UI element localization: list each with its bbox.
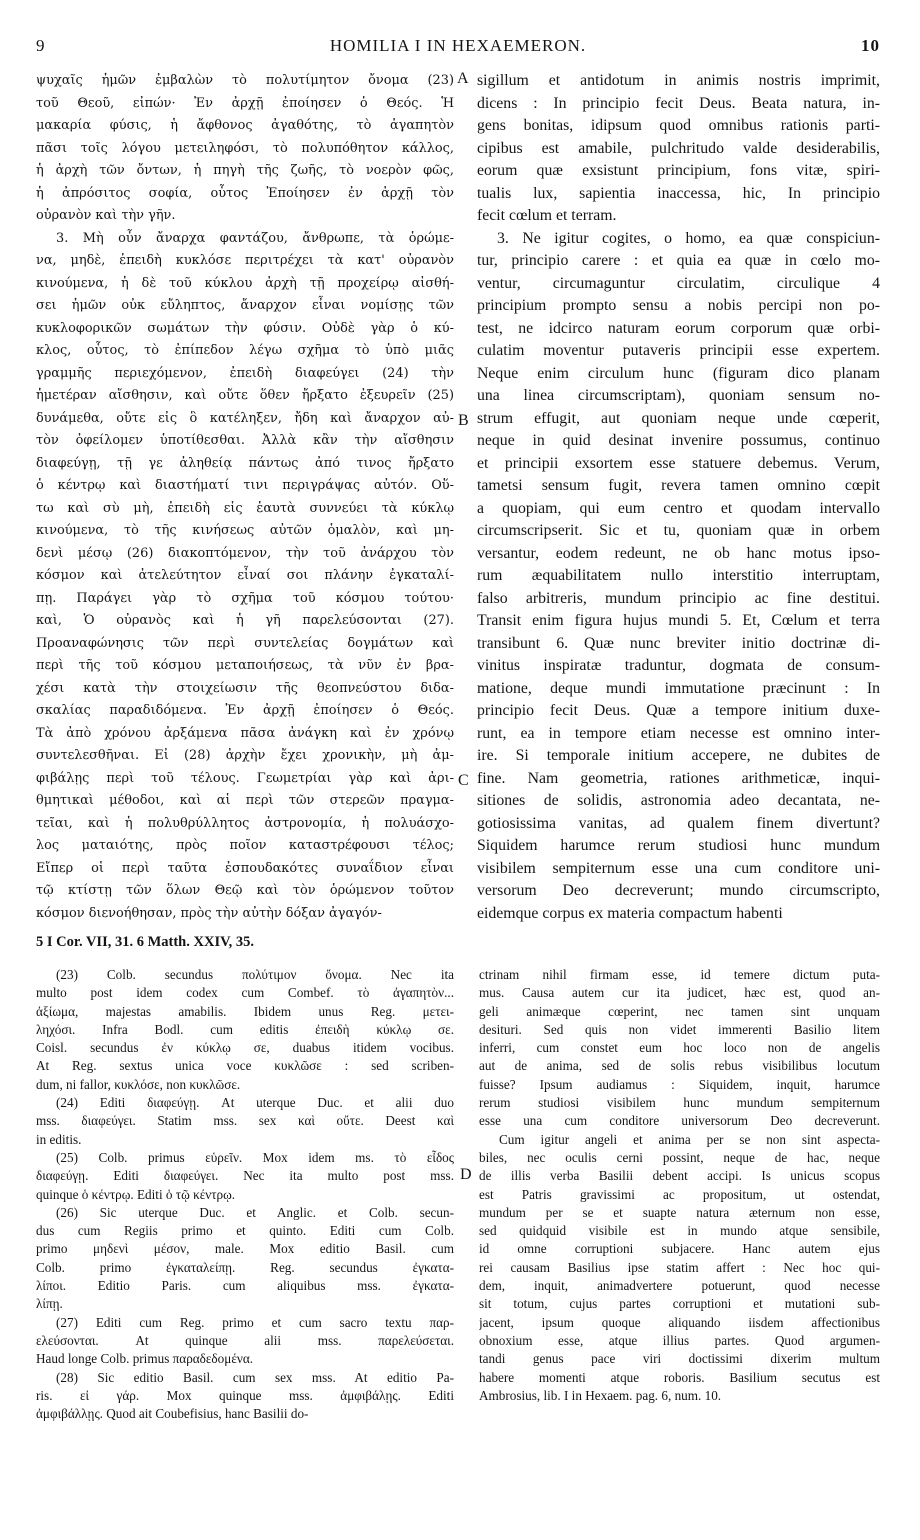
latin-text-line: test, ne idcirco naturam eorum corporum quæ orbi- xyxy=(477,319,880,337)
latin-text-line: fecit cœlum et terram. xyxy=(477,207,617,224)
latin-text-line: gens bonitas, idipsum quod omnibus rationis parti- xyxy=(477,117,880,134)
footnote-line: primo μηδενὶ μέσον, male. Mox editio Basil. cum xyxy=(36,1241,454,1257)
scripture-references: 5 I Cor. VII, 31. 6 Matth. XXIV, 35. xyxy=(36,934,255,950)
footnote-line: fuisse? Ipsum audiamus : Siquidem, inquit, harumce xyxy=(479,1076,880,1092)
latin-text-line: runt, ea in tempore etiam necesse est omnino inter- xyxy=(477,724,880,742)
latin-text-line: circumscripserit. Sic et tu, quoniam quæ in orbem xyxy=(477,522,880,539)
latin-text-line: sigillum et antidotum in animis nostris imprimit, xyxy=(477,72,880,89)
greek-text-line: κινούμενα, ἡ δὲ τοῦ κύκλου ἀρχὴ τῇ προχείρῳ αἰσθή- xyxy=(36,275,454,291)
footnote-line: mus. Causa autem cur ita judicet, hæc est, quod an- xyxy=(479,985,880,1001)
latin-text-line: 3. Ne igitur cogites, o homo, ea quæ conspiciun- xyxy=(497,229,880,247)
footnote-line: διαφεύγῃ. Editi διαφεύγει. Nec ita multo post mss. xyxy=(36,1168,454,1184)
latin-text-line: rum æquabilitatem nullo interstitio interruptam, xyxy=(477,567,880,584)
greek-text-line: δυνάμεθα, οὔτε εἰς ὃ κατέληξεν, ἤδη καὶ ἄναρχον αὐ- xyxy=(36,410,454,426)
footnote-line: tandi genus pace viri doctissimi dixerim multum xyxy=(479,1351,880,1367)
footnote-line: aut de anima, sed de solis rebus visibilibus locutum xyxy=(479,1058,880,1074)
latin-text-line: eorum quæ exsistunt principium, fons vitæ, spiri- xyxy=(477,162,880,179)
greek-text-line: λος ματαιότης, πρὸς ποῖον καταστρέφουσι τέλος; xyxy=(36,838,454,853)
section-marker-c: C xyxy=(458,772,469,789)
footnote-line: habere momenti atque roboris. Basilium secutus est xyxy=(479,1369,880,1385)
greek-text-line: τω καὶ σὺ μὴ, ἐπειδὴ εἰς ἑαυτὰ συννεύει τὰ κύκλῳ xyxy=(36,500,454,516)
footnote-line: geli animæque cœperint, nec tamen sint unquam xyxy=(479,1003,880,1019)
latin-text-line: cipibus est amabile, pulchritudo valde desiderabilis, xyxy=(477,139,880,157)
greek-text-line: φιβάλῃς περὶ τοῦ τέλους. Γεωμετρίαι γὰρ καὶ ἀρι- xyxy=(36,770,454,786)
greek-text-line: πῃ. Παράγει γὰρ τὸ σχῆμα τοῦ κόσμου τούτου· xyxy=(36,590,454,606)
latin-text-line: una linea circumscriptam), quoniam sensum no- xyxy=(477,387,880,404)
footnote-line: ctrinam nihil firmam esse, id temere dictum puta- xyxy=(479,967,880,982)
footnote-line: mss. διαφεύγει. Statim mss. sex καὶ οὔτε. Deest καὶ xyxy=(36,1113,454,1129)
footnote-line: Haud longe Colb. primus παραδεδομένα. xyxy=(36,1351,254,1367)
greek-text-line: μακαρία φύσις, ἡ ἄφθονος ἀγαθότης, τὸ ἀγαπητὸν xyxy=(36,118,454,133)
latin-text-line: falso arbitreris, mundum principio ac fine destitui. xyxy=(477,589,880,607)
footnote-line: inferri, cum constet eum hoc loco non de angelis xyxy=(479,1040,880,1056)
footnote-line: ris. εἰ γάρ. Mox quinque mss. ἀμφιβάλῃς. Editi xyxy=(36,1387,454,1403)
footnote-line: λίπῃ. xyxy=(36,1296,63,1312)
latin-text-line: fine. Nam geometria, rationes arithmeticæ, inqui- xyxy=(477,769,880,787)
latin-text-line: dicens : In principio fecit Deus. Beata natura, in- xyxy=(477,94,880,112)
footnote-line: biles, nec oculis cerni possint, neque de hac, neque xyxy=(479,1149,880,1165)
greek-text-line: κυκλοφορικῶν σωμάτων τὴν φύσιν. Οὐδὲ γὰρ ὁ κύ- xyxy=(36,320,454,336)
footnote-line: Ambrosius, lib. I in Hexaem. pag. 6, num. 10. xyxy=(479,1387,722,1403)
greek-text-line: τεῖαι, καὶ ἡ πολυθρύλλητος ἀστρονομία, ἡ πολυάσχο- xyxy=(36,815,454,831)
running-title: HOMILIA I IN HEXAEMERON. xyxy=(329,36,587,55)
footnote-line: Cum igitur angeli et anima per se non sint aspecta- xyxy=(499,1131,880,1147)
footnote-line: ἀμφιβάλλῃς. Quod ait Coubefisius, hanc Basilii do- xyxy=(36,1406,309,1422)
footnote-line: (28) Sic editio Basil. cum sex mss. At editio Pa- xyxy=(56,1369,454,1385)
footnote-line: sed quidquid visibile est in mundo atque sensibile, xyxy=(479,1223,880,1239)
latin-text-line: a quopiam, qui eum centro et quodam intervallo xyxy=(477,499,880,517)
latin-text-line: tametsi sensum fugit, revera tamen omnino cœpit xyxy=(477,477,880,494)
footnote-line: dem, inquit, animadvertere potuerunt, quod necesse xyxy=(479,1278,880,1294)
latin-text-line: Siquidem harumce rerum studiosi hunc mundum xyxy=(477,837,880,854)
latin-text-line: ire. Si temporale initium accepere, ne dubites de xyxy=(477,747,880,764)
greek-text-line: συντελεσθῆναι. Εἰ (28) ἀρχὴν ἔχει χρονικὴν, μὴ ἀμ- xyxy=(36,748,454,763)
footnote-line: Coisl. secundus ἐν κύκλῳ σε, duabus itidem vocibus. xyxy=(36,1040,454,1056)
footnote-line: in editis. xyxy=(36,1131,82,1147)
greek-text-line: πᾶσι τοῖς λόγου μετειληφόσι, τὸ πολυπόθητον κάλλος, xyxy=(36,140,454,156)
latin-text-line: transibunt 6. Quæ nunc breviter initio doctrinæ di- xyxy=(477,634,880,652)
greek-text-line: οὐρανὸν καὶ τὴν γῆν. xyxy=(36,208,176,223)
greek-text-line: κλος, οὗτος, τὸ ἐπίπεδον λέγω σχῆμα τὸ ὑπὸ μιᾶς xyxy=(36,343,454,358)
latin-text-line: ventur, circumaguntur circulatim, circulique 4 xyxy=(477,274,880,292)
footnote-line: desituri. Sed quis non videt immerenti Basilio litem xyxy=(479,1021,880,1037)
latin-text-line: tualis lux, sapientia inaccessa, hic, In principio xyxy=(477,184,880,202)
latin-text-line: versantur, eodem redeunt, ne ob hanc motus ipso- xyxy=(477,544,880,562)
footnote-line: ἀξίωμα, majestas amabilis. Ibidem unus Reg. μετει- xyxy=(36,1003,454,1019)
greek-text-line: 3. Μὴ οὖν ἄναρχα φαντάζου, ἄνθρωπε, τὰ ὁρώμε- xyxy=(56,230,454,246)
footnote-line: mundum per se et suapte natura æternum non esse, xyxy=(479,1204,880,1220)
latin-text-line: Neque enim circulum hunc (figuram dico planam xyxy=(477,364,880,382)
greek-text-line: γραμμῆς περιεχόμενον, ἐπειδὴ διαφεύγει (24) τὴν xyxy=(36,365,454,381)
footnote-line: rei causam Basilius ipse statim affert : Nec hoc qui- xyxy=(479,1259,880,1275)
latin-text-line: eidemque corpus ex materia compactum habenti xyxy=(477,904,783,922)
greek-text-line: ἡ ἀπρόσιτος σοφία, οὗτος Ἐποίησεν ἐν ἀρχῇ τὸν xyxy=(36,185,454,201)
greek-text-line: ψυχαῖς ἡμῶν ἐμβαλὼν τὸ πολυτίμητον ὄνομα (23) xyxy=(36,73,454,88)
greek-text-line: Τὰ ἀπὸ χρόνου ἀρξάμενα πᾶσα ἀνάγκη καὶ ἐν χρόνῳ xyxy=(36,725,454,741)
greek-text-line: διαφεύγῃ, τῇ γε ἀληθείᾳ πάντως ἀπό τινος ἤρξατο xyxy=(36,455,454,471)
greek-text-line: περὶ τῆς τοῦ κόσμου μεταποιήσεως, τὰ νῦν ἐν βρα- xyxy=(36,658,454,673)
greek-text-line: σει ἡμῶν οὐκ εὔληπτος, ἄναρχον εἶναι νομίσῃς τῶν xyxy=(36,298,454,313)
greek-text-line: Προαναφώνησις τῶν περὶ συντελείας δογμάτων καὶ xyxy=(36,635,454,651)
greek-text-line: χέσι κατὰ τὴν στοιχείωσιν τῆς θεοπνεύστου διδα- xyxy=(36,680,454,696)
footnote-line: jacent, ipsum quoque aliquando iisdem affectionibus xyxy=(479,1314,880,1330)
footnote-line: (26) Sic uterque Duc. et Anglic. et Colb. secun- xyxy=(56,1204,454,1220)
latin-text-line: visibilem sempiternum esse una cum conditore uni- xyxy=(477,859,880,877)
footnote-line: (23) Colb. secundus πολύτιμον ὄνομα. Nec ita xyxy=(56,967,454,982)
footnote-line: ελεύσονται. At quinque alii mss. παρελεύσεται. xyxy=(36,1332,454,1348)
footnote-line: multo post idem codex cum Combef. τὸ ἀγαπητὸν... xyxy=(36,985,454,1001)
footnote-line: (27) Editi cum Reg. primo et cum sacro textu παρ- xyxy=(56,1314,454,1330)
latin-text-line: principio fecit Deus. Quæ a tempore initium duxe- xyxy=(477,702,880,719)
greek-text-line: τὸν ὀφείλομεν ὑποτίθεσθαι. Ἀλλὰ κἂν τὴν αἴσθησιν xyxy=(36,433,454,448)
greek-text-line: κόσμον καὶ ἀτελεύτητον εἶναί σοι πλάνην ἐγκαταλί- xyxy=(36,568,454,583)
latin-text-line: et principii exsortem esse statuere debemus. Verum, xyxy=(477,454,880,472)
latin-text-line: versorum Deo decreverunt; mundo circumscripto, xyxy=(477,882,880,899)
greek-text-line: σκαλίας παραδιδόμενα. Ἐν ἀρχῇ ἐποίησεν ὁ Θεός. xyxy=(36,703,454,718)
latin-text-line: neque in quid desinat invenire possumus, continuo xyxy=(477,432,880,449)
greek-text-line: κόσμον διενοήθησαν, πρὸς τὴν αὐτὴν δόξαν ἀγαγόν- xyxy=(36,905,382,921)
latin-text-line: matione, deque mundi immutatione præcinunt : In xyxy=(477,679,880,697)
greek-text-line: καὶ, Ὁ οὐρανὸς καὶ ἡ γῆ παρελεύσονται (27). xyxy=(36,613,454,628)
greek-text-line: δενὶ μέσῳ (26) διακοπτόμενον, τὴν τοῦ ἀνάρχου τὸν xyxy=(36,545,454,561)
latin-text-line: gotiosissima vanitas, ad qualem finem divertunt? xyxy=(477,814,880,832)
footnote-line: quinque ὁ κέντρῳ. Editi ὁ τῷ κέντρῳ. xyxy=(36,1186,236,1202)
greek-text-line: θμητικαὶ μέθοδοι, καὶ αἱ περὶ τῶν στερεῶν πραγμα- xyxy=(36,793,454,808)
page-number-right: 10 xyxy=(861,36,880,55)
latin-text-line: sitiones de solidis, astronomia adeo decantata, ne- xyxy=(477,792,880,809)
running-header xyxy=(36,36,880,58)
footnote-line: λίποι. Editio Paris. cum aliquibus mss. ἐγκατα- xyxy=(36,1278,454,1294)
page-number-left: 9 xyxy=(36,36,46,55)
greek-text-line: ἡ ἀρχὴ τῶν ὄντων, ἡ πηγὴ τῆς ζωῆς, τὸ νοερὸν φῶς, xyxy=(36,163,454,178)
latin-text-line: tur, principio carere : et quia ea quæ in cœlo mo- xyxy=(477,252,880,269)
footnote-line: ληχόσι. Infra Bodl. cum editis ἐπειδὴ κύκλῳ σε. xyxy=(36,1021,454,1037)
footnote-line: de illis verba Basilii debent accipi. Is unicus scopus xyxy=(479,1168,880,1184)
latin-text-line: culatim moventur putaveris principii esse expertem. xyxy=(477,342,880,359)
latin-text-column xyxy=(477,70,880,925)
footnote-line: At Reg. sextus unica voce κυκλῶσε : sed scriben- xyxy=(36,1058,454,1074)
greek-text-line: τοῦ Θεοῦ, εἰπών· Ἐν ἀρχῇ ἐποίησεν ὁ Θεός. Ἡ xyxy=(36,95,454,111)
latin-text-line: strum effugit, aut quoniam neque unde cœperit, xyxy=(477,409,880,427)
footnote-line: sit totum, cujus partes corruptioni et mutationi sub- xyxy=(479,1296,880,1312)
greek-text-line: τῷ κτίστῃ τῶν ὅλων Θεῷ καὶ τὸν ὁρώμενον τοῦτον xyxy=(36,883,454,898)
greek-text-line: κινούμενα, τὸ τῆς κινήσεως αὐτῶν ὁμαλὸν, καὶ μη- xyxy=(36,523,454,538)
section-marker-d: D xyxy=(460,1166,472,1183)
footnote-line: id omne corruptioni subjacere. Hanc autem ejus xyxy=(479,1241,880,1257)
footnote-line: dus cum Regiis primo et quinto. Editi cum Colb. xyxy=(36,1223,454,1239)
footnote-line: dum, ni fallor, κυκλόσε, non κυκλῶσε. xyxy=(36,1076,241,1092)
latin-text-line: principium prompto sensu a nobis percipi non po- xyxy=(477,297,880,314)
section-marker-b: B xyxy=(458,412,469,429)
greek-text-line: ἡμετέραν αἴσθησιν, καὶ οὔτε ὅθεν ἤρξατο ἐξευρεῖν (25) xyxy=(36,388,454,403)
greek-text-line: Εἴπερ οἱ περὶ ταῦτα ἐσπουδακότες συναΐδιον εἶναι xyxy=(36,860,454,876)
greek-text-line: ὁ κέντρῳ καὶ διαστήματί τινι περιγράψας αὐτόν. Οὕ- xyxy=(36,478,454,493)
greek-text-line: να, μηδὲ, ἐπειδὴ κυκλόσε περιτρέχει τὰ κατ' οὐρανὸν xyxy=(36,253,454,268)
footnote-line: (25) Colb. primus εὑρεῖν. Mox idem ms. τὸ εἶδος xyxy=(56,1149,454,1165)
footnote-line: obnoxium esse, atque illius partes. Quod argumen- xyxy=(479,1332,880,1348)
footnotes-left-column xyxy=(36,966,454,1423)
section-marker-a: A xyxy=(457,70,469,87)
footnote-line: (24) Editi διαφεύγῃ. At uterque Duc. et alii duo xyxy=(56,1095,454,1111)
footnote-line: esse una cum conditore universorum Deo decreverunt. xyxy=(479,1113,880,1129)
footnotes-right-column xyxy=(479,966,880,1405)
footnote-line: rerum studiosi visibilem hunc mundum sempiternum xyxy=(479,1095,880,1111)
latin-text-line: Transit enim figura hujus mundi 5. Et, Cœlum et terra xyxy=(477,612,880,629)
footnote-line: Colb. primo ἐγκαταλείπῃ. Reg. secundus ἐγκατα- xyxy=(36,1259,454,1275)
latin-text-line: vinitus inspiratæ traduntur, dogmata de consum- xyxy=(477,657,880,674)
greek-text-column xyxy=(36,70,454,925)
footnote-line: est Patris gravissimi ac propositum, ut ostendat, xyxy=(479,1186,880,1202)
